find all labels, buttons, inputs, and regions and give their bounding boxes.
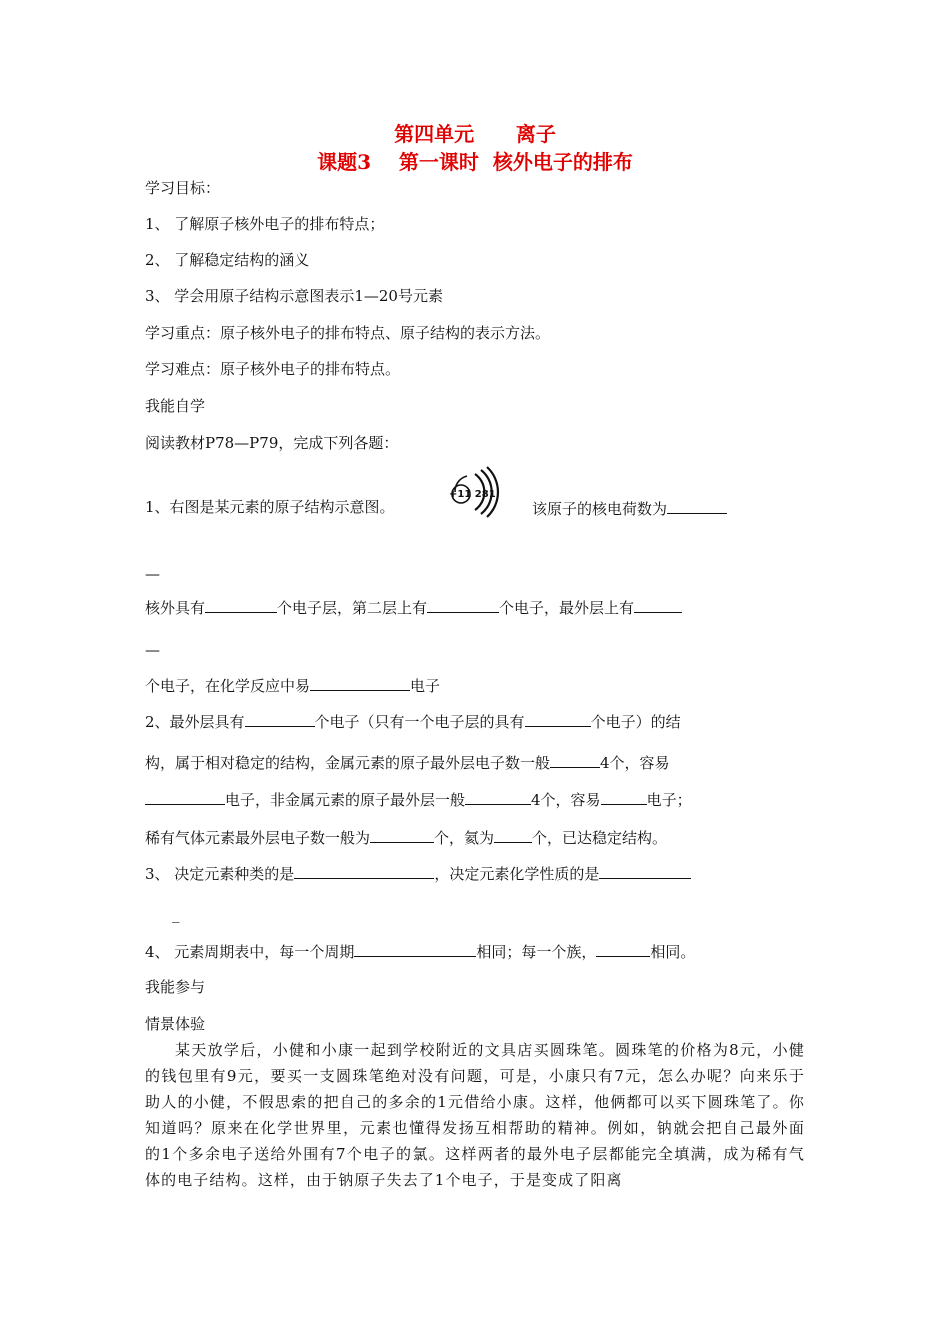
q4-b: 相同；每一个族，: [476, 943, 597, 961]
q3-l1-a: 3、 决定元素种类的是: [145, 865, 295, 883]
blank-noble-gas[interactable]: [370, 826, 434, 843]
objective-item-2: 2、 了解稳定结构的涵义: [145, 251, 310, 269]
self-study-heading: 我能自学: [145, 397, 206, 415]
blank-group[interactable]: [596, 940, 650, 957]
atom-diagram-svg: [445, 466, 501, 518]
atom-structure-diagram: [445, 466, 501, 518]
blank-outer-shell[interactable]: [634, 596, 682, 613]
difficult-points: 学习难点：原子核外电子的排布特点。: [145, 360, 401, 378]
blank-outer-electrons[interactable]: [245, 710, 315, 727]
blank-nonmetal-compare[interactable]: [465, 788, 531, 805]
q4-a: 4、 元素周期表中，每一个周期: [145, 943, 355, 961]
q1-line3: [145, 674, 440, 696]
blank-period[interactable]: [354, 940, 476, 957]
atom-diagram-label: +11 281: [449, 489, 496, 500]
blank-metal-tendency[interactable]: [145, 788, 225, 805]
blank-gain-lose[interactable]: [310, 674, 410, 691]
q2-l1-b: 个电子（只有一个电子层的具有: [314, 713, 525, 731]
q2-l4-a: 稀有气体元素最外层电子数一般为: [145, 829, 371, 847]
participate-heading: 我能参与: [145, 978, 206, 996]
key-points: 学习重点：原子核外电子的排布特点、原子结构的表示方法。: [145, 324, 551, 342]
q2-l1-a: 2、最外层具有: [145, 713, 245, 731]
blank-helium[interactable]: [494, 826, 532, 843]
q2-l2-b: 4个，容易: [600, 754, 670, 772]
q2-l4-b: 个，氦为: [434, 829, 495, 847]
q1-line1-b: [532, 497, 727, 519]
q2-l3-a: 电子，非金属元素的原子最外层一般: [225, 791, 466, 809]
q4-c: 相同。: [650, 943, 696, 961]
q2-line4: [145, 826, 667, 848]
q1-text-b: 该原子的核电荷数为: [532, 500, 668, 518]
q2-line3: [145, 788, 692, 810]
q1-line2: [145, 596, 682, 618]
q3-l1-b: ，决定元素化学性质的是: [434, 865, 600, 883]
q2-line1: [145, 710, 681, 732]
q3-tail: _: [172, 905, 180, 923]
blank-nuclear-charge[interactable]: [667, 497, 727, 514]
q1-dash-2: —: [145, 641, 160, 659]
q2-l4-c: 个，已达稳定结构。: [532, 829, 668, 847]
q1-text-a: 1、右图是某元素的原子结构示意图。: [145, 498, 395, 516]
q1-dash: —: [145, 565, 160, 583]
objective-item-1: 1、 了解原子核外电子的排布特点；: [145, 215, 385, 233]
q2-line2: [145, 751, 670, 773]
blank-metal-compare[interactable]: [550, 751, 600, 768]
q1-l3-a: 个电子，在化学反应中易: [145, 677, 311, 695]
blank-chemical-property[interactable]: [599, 862, 691, 879]
story-text: 某天放学后，小健和小康一起到学校附近的文具店买圆珠笔。圆珠笔的价格为8元，小健的钱包里有9元，要买一支圆珠笔绝对没有问题，可是，小康只有7元，怎么办呢？向来乐于助人的小健，不假思索的把自己的多余的1元借给小康。这样，他俩都可以买下圆珠笔了。你知道吗？原来在化学世界里，元素也懂得发扬互相帮助的精神。例如，钠就会把自己最外面的1个多余电子送给外围有7个电子的氯。这样两者的最外电子层都能完全填满，成为稀有气体的电子结构。这样，由于钠原子失去了1个电子，于是变成了阳离: [145, 1041, 805, 1189]
blank-nonmetal-tendency[interactable]: [601, 788, 647, 805]
q1-l2-a: 核外具有: [145, 599, 206, 617]
scenario-story: [145, 1037, 805, 1193]
lesson-title: 课题3 第一课时 核外电子的排布: [317, 150, 633, 174]
blank-second-shell[interactable]: [427, 596, 499, 613]
objective-item-3: 3、 学会用原子结构示意图表示1—20号元素: [145, 287, 443, 305]
q2-l1-c: 个电子）的结: [590, 713, 681, 731]
blank-element-type[interactable]: [294, 862, 434, 879]
q2-l3-b: 4个，容易: [531, 791, 601, 809]
q4-line: [145, 940, 695, 962]
q1-l3-b: 电子: [410, 677, 441, 695]
blank-shell-count[interactable]: [205, 596, 277, 613]
objectives-heading: 学习目标：: [145, 179, 221, 197]
q1-line1: [145, 497, 395, 517]
scenario-heading: 情景体验: [145, 1015, 206, 1033]
q1-l2-c: 个电子，最外层上有: [499, 599, 635, 617]
self-study-instruction: 阅读教材P78—P79，完成下列各题：: [145, 434, 399, 452]
q1-l2-b: 个电子层，第二层上有: [277, 599, 428, 617]
blank-single-shell[interactable]: [525, 710, 591, 727]
q2-l2-a: 构，属于相对稳定的结构，金属元素的原子最外层电子数一般: [145, 754, 551, 772]
q2-l3-c: 电子；: [646, 791, 692, 809]
q3-line1: [145, 862, 691, 884]
unit-title: 第四单元 离子: [394, 122, 556, 146]
